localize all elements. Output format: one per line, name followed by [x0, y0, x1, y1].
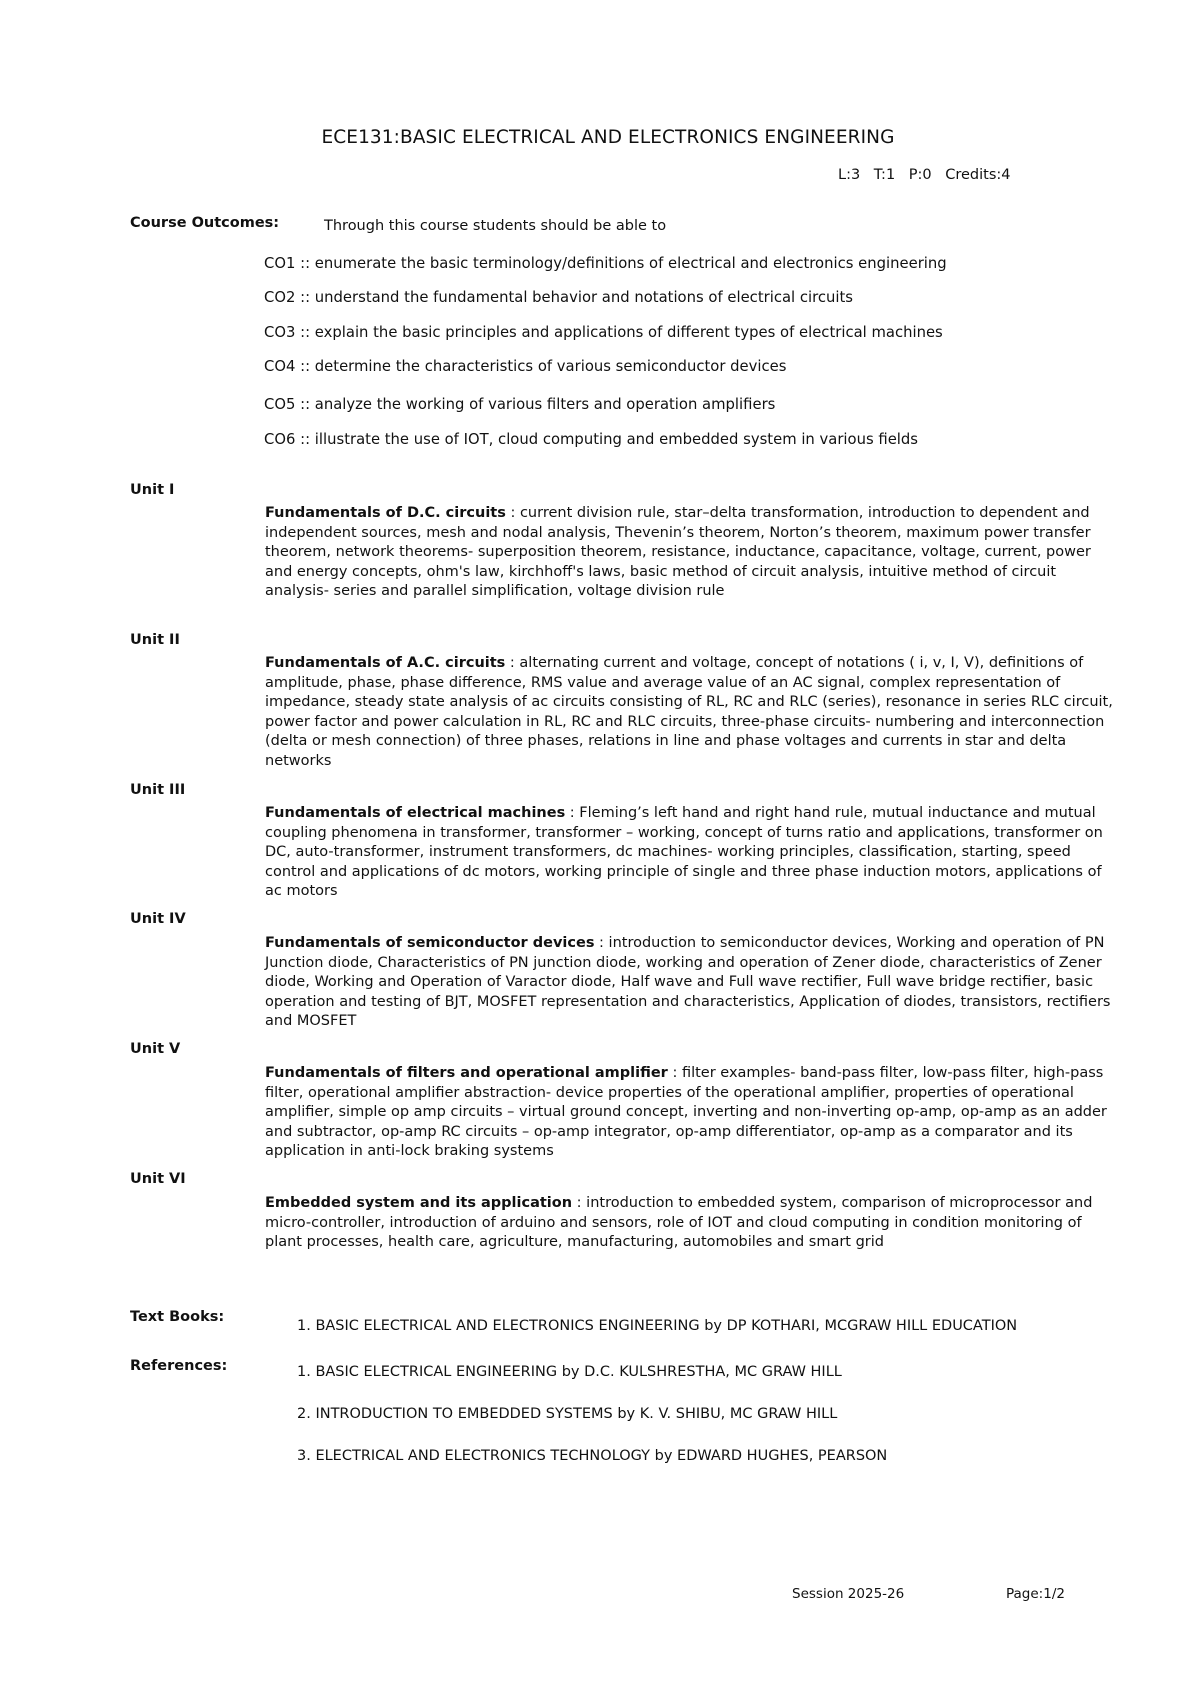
unit-content: [265, 804, 1115, 902]
unit-heading: Fundamentals of electrical machines: [265, 805, 566, 821]
text-books-label: Text Books:: [130, 1309, 225, 1325]
reference-item: 2. INTRODUCTION TO EMBEDDED SYSTEMS by K. V. SHIBU, MC GRAW HILL: [297, 1406, 838, 1422]
unit-label: Unit VI: [130, 1171, 186, 1187]
unit-content: [265, 1194, 1115, 1253]
reference-item: 1. BASIC ELECTRICAL ENGINEERING by D.C. KULSHRESTHA, MC GRAW HILL: [297, 1364, 842, 1380]
unit-label: Unit III: [130, 782, 186, 798]
course-outcomes-label: Course Outcomes:: [130, 215, 280, 231]
unit-text: : filter examples- band-pass filter, low-pass filter, high-pass filter, operational amplifier abstraction- device properties of the operational amplifier, properties of operational amplifier, simple op amp circuits – virtual ground concept, inverting and non-inverting op-amp, op-amp as an adder and subtractor, op-amp RC circuits – op-amp integrator, op-amp differentiator, op-amp as a comparator and its application in anti-lock braking systems: [265, 1065, 1107, 1160]
unit-text: : introduction to embedded system, comparison of microprocessor and micro-controller, introduction of arduino and sensors, role of IOT and cloud computing in condition monitoring of plant processes, health care, agriculture, manufacturing, automobiles and smart grid: [265, 1195, 1093, 1251]
unit-label: Unit I: [130, 482, 175, 498]
unit-label: Unit II: [130, 632, 180, 648]
text-book-item: 1. BASIC ELECTRICAL AND ELECTRONICS ENGINEERING by DP KOTHARI, MCGRAW HILL EDUCATION: [297, 1318, 1018, 1334]
unit-content: [265, 934, 1115, 1032]
reference-item: 3. ELECTRICAL AND ELECTRONICS TECHNOLOGY by EDWARD HUGHES, PEARSON: [297, 1448, 888, 1464]
unit-text: : Fleming’s left hand and right hand rule, mutual inductance and mutual coupling phenomena in transformer, transformer – working, concept of turns ratio and applications, transformer on DC, auto-transformer, instrument transformers, dc machines- working principles, classification, starting, speed control and applications of dc motors, working principle of single and three phase induction motors, applications of ac motors: [265, 805, 1103, 900]
unit-label: Unit V: [130, 1041, 181, 1057]
session-label: Session 2025-26: [792, 1586, 905, 1602]
unit-heading: Fundamentals of A.C. circuits: [265, 655, 506, 671]
unit-heading: Embedded system and its application: [265, 1195, 573, 1211]
course-outcomes-intro: Through this course students should be able to: [324, 218, 667, 234]
unit-heading: Fundamentals of semiconductor devices: [265, 935, 595, 951]
unit-content: [265, 504, 1115, 602]
page-number: Page:1/2: [1006, 1586, 1065, 1602]
course-outcome-item: CO4 :: determine the characteristics of various semiconductor devices: [264, 358, 787, 375]
unit-content: [265, 1064, 1115, 1162]
course-outcome-item: CO2 :: understand the fundamental behavior and notations of electrical circuits: [264, 289, 853, 306]
references-label: References:: [130, 1358, 228, 1374]
unit-heading: Fundamentals of filters and operational amplifier: [265, 1065, 668, 1081]
course-outcome-item: CO6 :: illustrate the use of IOT, cloud computing and embedded system in various fields: [264, 431, 919, 448]
credits-line: L:3 T:1 P:0 Credits:4: [838, 167, 1011, 183]
unit-label: Unit IV: [130, 911, 186, 927]
course-outcome-item: CO3 :: explain the basic principles and applications of different types of electrical machines: [264, 324, 943, 341]
unit-content: [265, 654, 1115, 772]
course-outcome-item: CO5 :: analyze the working of various filters and operation amplifiers: [264, 396, 776, 413]
unit-text: : alternating current and voltage, concept of notations ( i, v, I, V), definitions of amplitude, phase, phase difference, RMS value and average value of an AC signal, complex representation of impedance, steady state analysis of ac circuits consisting of RL, RC and RLC (series), resonance in series RLC circuit, power factor and power calculation in RL, RC and RLC circuits, three-phase circuits- numbering and interconnection (delta or mesh connection) of three phases, relations in line and phase voltages and currents in star and delta networks: [265, 655, 1113, 769]
unit-text: : introduction to semiconductor devices, Working and operation of PN Junction diode, Characteristics of PN junction diode, working and operation of Zener diode, characteristics of Zener diode, Working and Operation of Varactor diode, Half wave and Full wave rectifier, Full wave bridge rectifier, basic operation and testing of BJT, MOSFET representation and characteristics, Application of diodes, transistors, rectifiers and MOSFET: [265, 935, 1111, 1030]
unit-text: : current division rule, star–delta transformation, introduction to dependent and independent sources, mesh and nodal analysis, Thevenin’s theorem, Norton’s theorem, maximum power transfer theorem, network theorems- superposition theorem, resistance, inductance, capacitance, voltage, current, power and energy concepts, ohm's law, kirchhoff's laws, basic method of circuit analysis, intuitive method of circuit analysis- series and parallel simplification, voltage division rule: [265, 505, 1091, 600]
course-outcome-item: CO1 :: enumerate the basic terminology/definitions of electrical and electronics engineering: [264, 255, 947, 272]
course-title: ECE131:BASIC ELECTRICAL AND ELECTRONICS ENGINEERING: [321, 127, 895, 148]
unit-heading: Fundamentals of D.C. circuits: [265, 505, 506, 521]
